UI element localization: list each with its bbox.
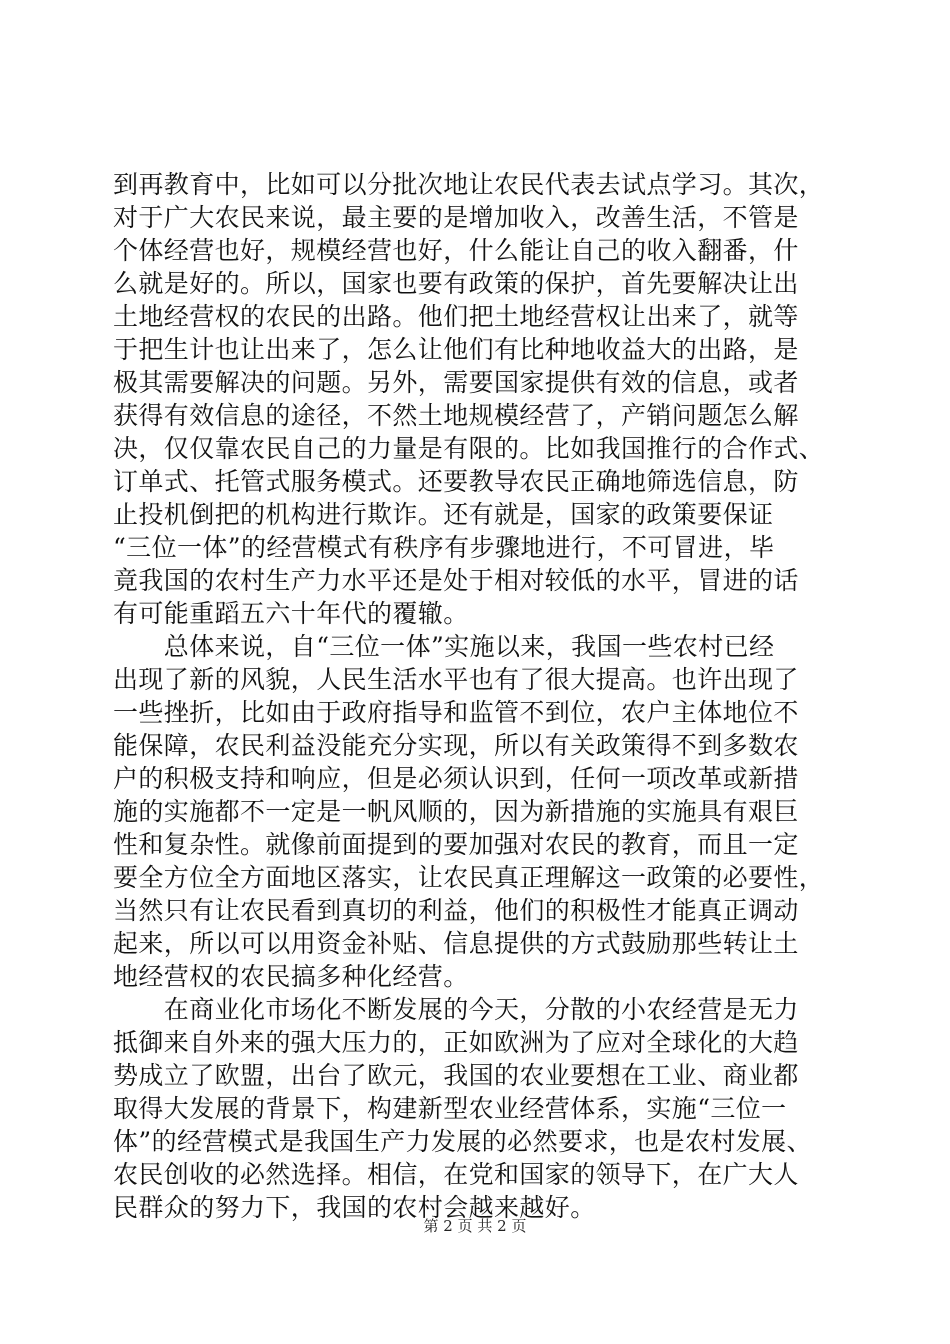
text-line: 止投机倒把的机构进行欺诈。还有就是，国家的政策要保证 — [113, 500, 774, 529]
text-line: “三位一体”的经营模式有秩序有步骤地进行，不可冒进，毕 — [113, 533, 775, 562]
body-text — [113, 168, 835, 1224]
text-line: 性和复杂性。就像前面提到的要加强对农民的教育，而且一定 — [113, 830, 799, 859]
text-line: 农民创收的必然选择。相信，在党和国家的领导下，在广大人 — [113, 1160, 799, 1189]
text-line: 取得大发展的背景下，构建新型农业经营体系，实施“三位一 — [113, 1094, 787, 1123]
text-line: 体”的经营模式是我国生产力发展的必然要求，也是农村发展、 — [113, 1127, 812, 1156]
text-line: 总体来说，自“三位一体”实施以来，我国一些农村已经 — [113, 632, 775, 661]
text-line: 抵御来自外来的强大压力的，正如欧洲为了应对全球化的大趋 — [113, 1028, 799, 1057]
text-line: 地经营权的农民搞多种化经营。 — [113, 962, 469, 991]
text-line: 订单式、托管式服务模式。还要教导农民正确地筛选信息，防 — [113, 467, 799, 496]
text-line: 能保障，农民利益没能充分实现，所以有关政策得不到多数农 — [113, 731, 799, 760]
text-line: 施的实施都不一定是一帆风顺的，因为新措施的实施具有艰巨 — [113, 797, 799, 826]
text-line: 决，仅仅靠农民自己的力量是有限的。比如我国推行的合作式、 — [113, 434, 825, 463]
text-line: 一些挫折，比如由于政府指导和监管不到位，农户主体地位不 — [113, 698, 799, 727]
text-line: 势成立了欧盟，出台了欧元，我国的农业要想在工业、商业都 — [113, 1061, 799, 1090]
text-line: 个体经营也好，规模经营也好，什么能让自己的收入翻番，什 — [113, 236, 799, 265]
text-line: 有可能重蹈五六十年代的覆辙。 — [113, 599, 469, 628]
text-line: 户的积极支持和响应，但是必须认识到，任何一项改革或新措 — [113, 764, 799, 793]
page-number-footer: 第 2 页 共 2 页 — [423, 1217, 527, 1235]
text-line: 在商业化市场化不断发展的今天，分散的小农经营是无力 — [113, 995, 799, 1024]
text-line: 要全方位全方面地区落实，让农民真正理解这一政策的必要性， — [113, 863, 825, 892]
text-line: 于把生计也让出来了，怎么让他们有比种地收益大的出路，是 — [113, 335, 799, 364]
text-line: 民群众的努力下，我国的农村会越来越好。 — [113, 1193, 596, 1222]
text-line: 到再教育中，比如可以分批次地让农民代表去试点学习。其次， — [113, 170, 825, 199]
text-line: 当然只有让农民看到真切的利益，他们的积极性才能真正调动 — [113, 896, 799, 925]
text-line: 起来，所以可以用资金补贴、信息提供的方式鼓励那些转让土 — [113, 929, 799, 958]
text-line: 获得有效信息的途径，不然土地规模经营了，产销问题怎么解 — [113, 401, 799, 430]
text-line: 对于广大农民来说，最主要的是增加收入，改善生活，不管是 — [113, 203, 799, 232]
text-line: 竟我国的农村生产力水平还是处于相对较低的水平，冒进的话 — [113, 566, 799, 595]
text-line: 出现了新的风貌，人民生活水平也有了很大提高。也许出现了 — [113, 665, 799, 694]
text-line: 极其需要解决的问题。另外，需要国家提供有效的信息，或者 — [113, 368, 799, 397]
text-line: 土地经营权的农民的出路。他们把土地经营权让出来了，就等 — [113, 302, 799, 331]
text-line: 么就是好的。所以，国家也要有政策的保护，首先要解决让出 — [113, 269, 799, 298]
